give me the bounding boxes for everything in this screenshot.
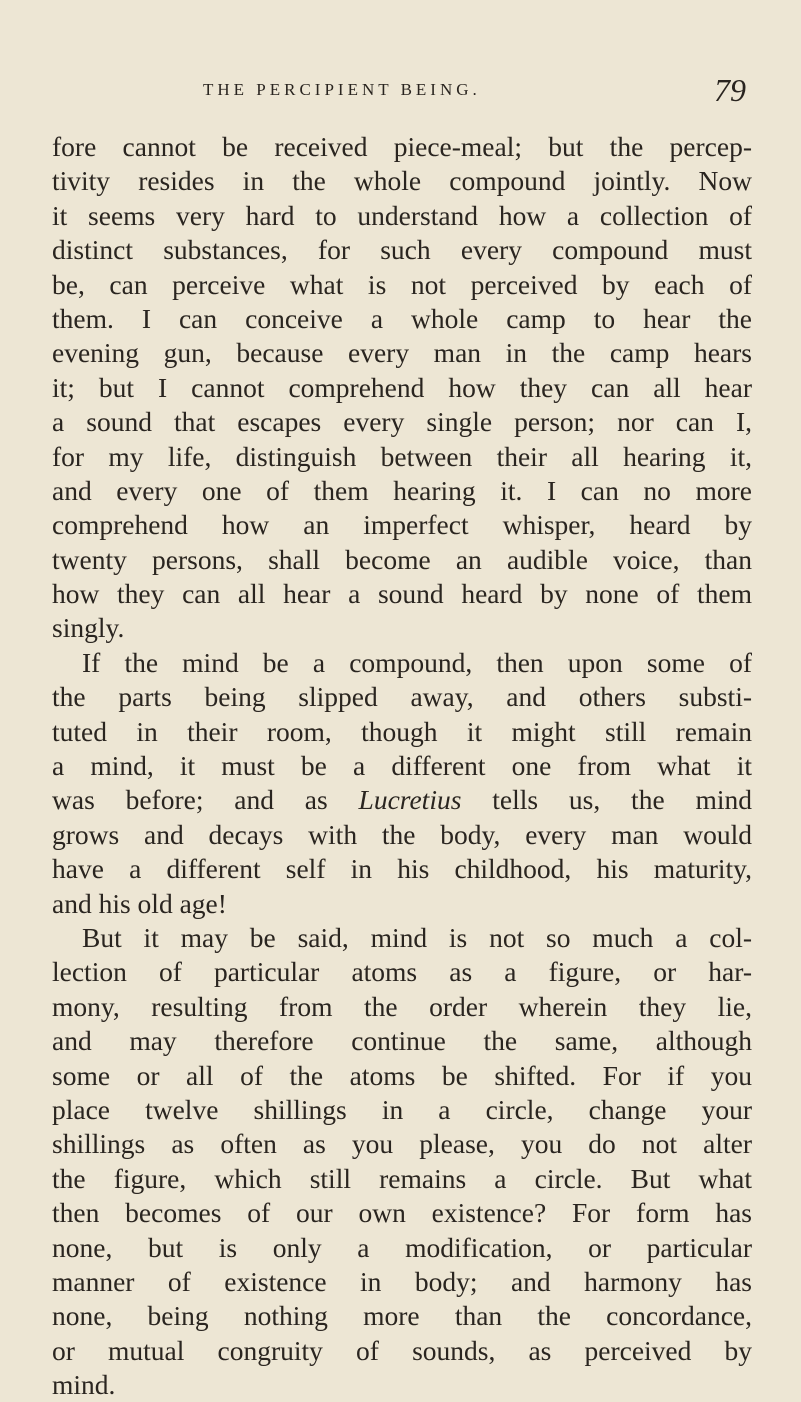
text-line: a mind, it must be a different one from what it: [52, 750, 752, 782]
page-number: 79: [714, 72, 746, 108]
italic-name-lucretius: Lucretius: [358, 784, 462, 816]
text-line: tivity resides in the whole compound jointly. Now: [52, 165, 752, 197]
text-line: the parts being slipped away, and others substi-: [52, 681, 752, 713]
text-line: it; but I cannot comprehend how they can all hear: [52, 371, 752, 403]
text-line: shillings as often as you please, you do not alter: [52, 1128, 752, 1160]
text-line: tuted in their room, though it might still remain: [52, 715, 752, 747]
text-segment: was before; and as: [52, 784, 328, 816]
text-line: lection of particular atoms as a figure, or har-: [52, 956, 752, 988]
text-line: them. I can conceive a whole camp to hear the: [52, 302, 752, 334]
text-line: and every one of them hearing it. I can no more: [52, 474, 752, 506]
text-line: it seems very hard to understand how a collection of: [52, 199, 752, 231]
text-line: none, being nothing more than the concordance,: [52, 1300, 752, 1332]
page-header: [0, 72, 801, 114]
text-line: some or all of the atoms be shifted. For if you: [52, 1059, 752, 1091]
text-line: and his old age!: [52, 887, 227, 919]
text-line: distinct substances, for such every compound must: [52, 234, 752, 266]
text-line: the figure, which still remains a circle. But what: [52, 1162, 752, 1194]
body-text: [52, 130, 752, 1402]
text-line: or mutual congruity of sounds, as perceived by: [52, 1334, 752, 1366]
running-head: THE PERCIPIENT BEING.: [203, 80, 481, 99]
paragraph-start-line: If the mind be a compound, then upon some of: [82, 646, 752, 678]
text-line: none, but is only a modification, or particular: [52, 1231, 752, 1263]
text-line: comprehend how an imperfect whisper, heard by: [52, 509, 752, 541]
text-line: evening gun, because every man in the camp hears: [52, 337, 752, 369]
text-line: mind.: [52, 1369, 116, 1401]
text-line: have a different self in his childhood, his maturity,: [52, 853, 752, 885]
text-line: a sound that escapes every single person; nor can I,: [52, 406, 752, 438]
text-line: manner of existence in body; and harmony has: [52, 1265, 752, 1297]
text-line: for my life, distinguish between their all hearing it,: [52, 440, 752, 472]
text-line: and may therefore continue the same, although: [52, 1025, 752, 1057]
text-line: singly.: [52, 612, 125, 644]
text-line: place twelve shillings in a circle, change your: [52, 1093, 752, 1125]
text-line: grows and decays with the body, every man would: [52, 818, 752, 850]
text-line: then becomes of our own existence? For form has: [52, 1197, 752, 1229]
text-line: be, can perceive what is not perceived by each of: [52, 268, 752, 300]
text-line: how they can all hear a sound heard by none of them: [52, 578, 752, 610]
text-segment: tells us, the mind: [492, 784, 752, 816]
paragraph-start-line: But it may be said, mind is not so much a col-: [82, 921, 752, 953]
text-line: fore cannot be received piece-meal; but the percep-: [52, 131, 752, 162]
text-line-with-italic: [52, 783, 752, 817]
text-line: mony, resulting from the order wherein they lie,: [52, 990, 752, 1022]
text-line: twenty persons, shall become an audible voice, than: [52, 543, 752, 575]
